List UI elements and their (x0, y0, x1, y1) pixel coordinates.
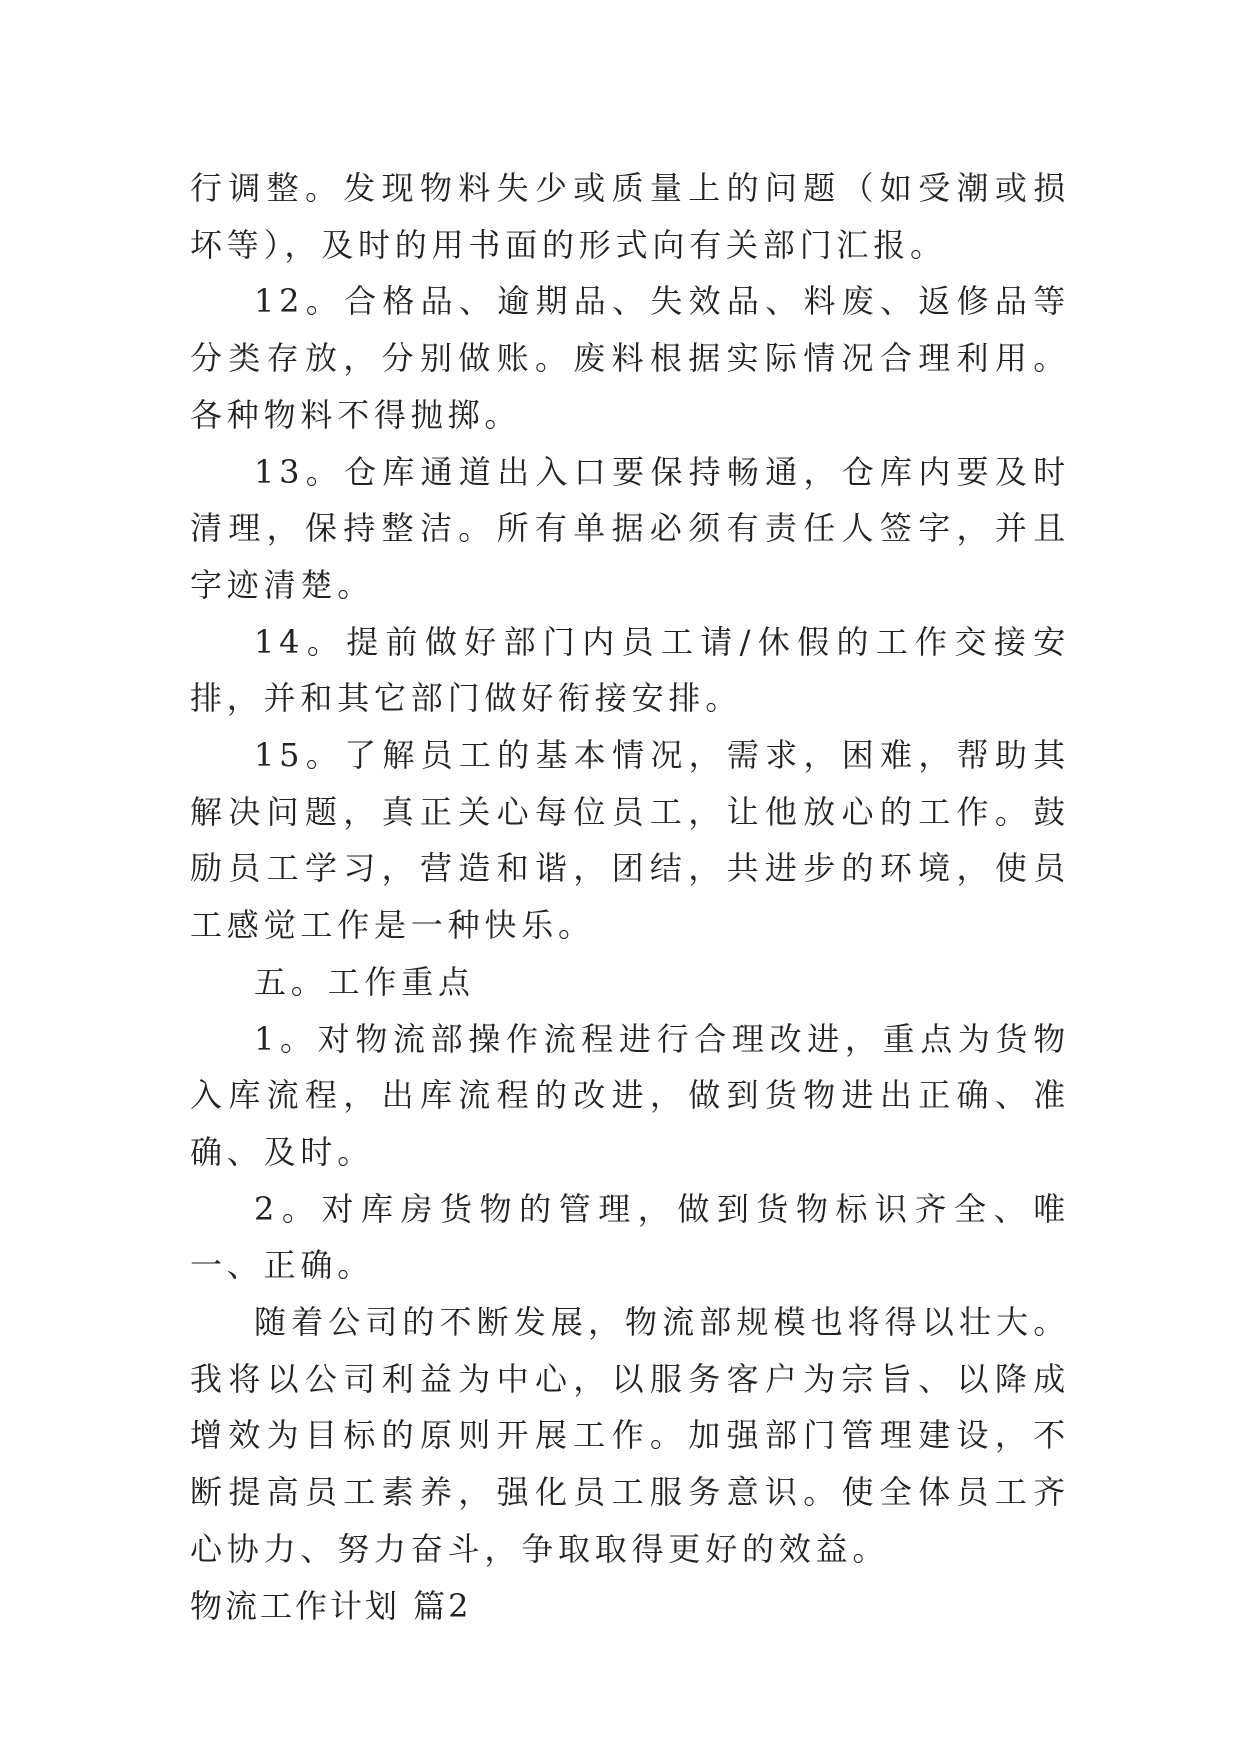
paragraph-focus-2: 2。对库房货物的管理，做到货物标识齐全、唯一、正确。 (190, 1189, 1070, 1285)
section-heading-work-focus: 五。工作重点 (254, 962, 475, 1001)
paragraph-continuation: 行调整。发现物料失少或质量上的问题（如受潮或损坏等），及时的用书面的形式向有关部门汇报。 (190, 169, 1070, 264)
paragraph-conclusion: 随着公司的不断发展，物流部规模也将得以壮大。我将以公司利益为中心，以服务客户为宗旨、以降成增效为目标的原则开展工作。加强部门管理建设，不断提高员工素养，强化员工服务意识。使全体员工齐心协力、努力奋斗，争取取得更好的效益。 (190, 1303, 1070, 1568)
next-section-heading: 物流工作计划 篇2 (190, 1586, 472, 1625)
paragraph-item-12: 12。合格品、逾期品、失效品、料废、返修品等分类存放，分别做账。废料根据实际情况合理利用。各种物料不得抛掷。 (190, 282, 1070, 434)
document-body (190, 160, 1070, 1634)
paragraph-item-15: 15。了解员工的基本情况，需求，困难，帮助其解决问题，真正关心每位员工，让他放心的工作。鼓励员工学习，营造和谐，团结，共进步的环境，使员工感觉工作是一种快乐。 (190, 736, 1070, 945)
paragraph-item-14: 14。提前做好部门内员工请/休假的工作交接安排，并和其它部门做好衔接安排。 (190, 622, 1070, 718)
paragraph-focus-1: 1。对物流部操作流程进行合理改进，重点为货物入库流程，出库流程的改进，做到货物进出正确、准确、及时。 (190, 1019, 1070, 1171)
paragraph-item-13: 13。仓库通道出入口要保持畅通，仓库内要及时清理，保持整洁。所有单据必须有责任人签字，并且字迹清楚。 (190, 452, 1070, 604)
